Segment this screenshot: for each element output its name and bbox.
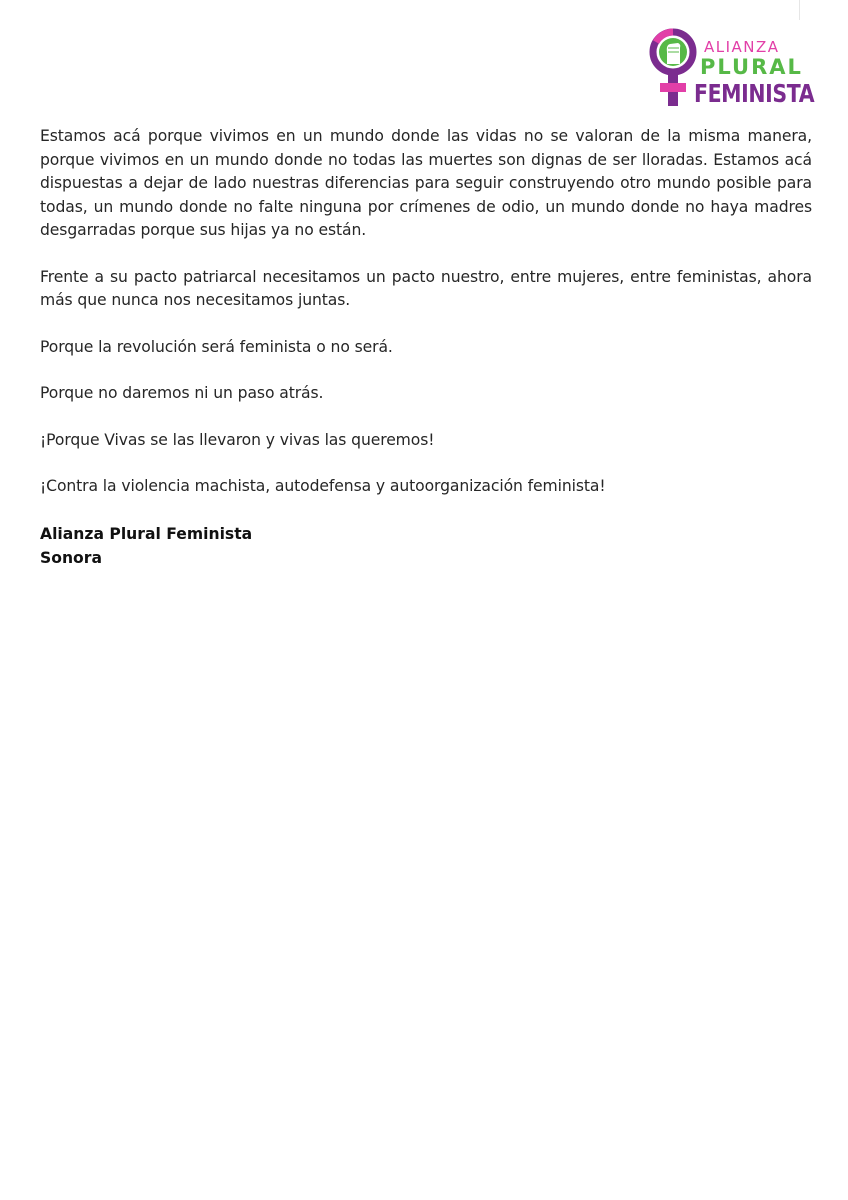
paragraph-1: Estamos acá porque vivimos en un mundo donde las vidas no se valoran de la misma manera, porque vivimos en un mundo donde no todas las muertes son dignas de ser lloradas. Estamos acá dispuestas a dejar de lado nuestras diferencias para seguir construyendo otro mundo posible para todas, un mundo donde no falte ninguna por crímenes de odio, un mundo donde no haya madres desgarradas porque sus hijas ya no están.	[40, 127, 812, 239]
paragraph-2: Frente a su pacto patriarcal necesitamos un pacto nuestro, entre mujeres, entre feministas, ahora más que nunca nos necesitamos juntas.	[40, 267, 812, 309]
signature-location: Sonora	[40, 548, 102, 567]
venus-fist-icon	[648, 28, 700, 108]
logo-text-alianza: ALIANZA	[704, 38, 780, 56]
paragraph-4: Porque no daremos ni un paso atrás.	[40, 384, 324, 402]
letter-body	[40, 125, 812, 570]
paragraph-5: ¡Porque Vivas se las llevaron y vivas las queremos!	[40, 430, 435, 449]
signature-organization: Alianza Plural Feminista	[40, 524, 253, 543]
logo-text-plural: PLURAL	[700, 55, 803, 79]
page-edge-divider	[799, 0, 800, 20]
paragraph-3: Porque la revolución será feminista o no será.	[40, 337, 393, 356]
organization-logo	[648, 28, 815, 112]
logo-text-feminista: FEMINISTA	[694, 79, 815, 108]
paragraph-6: ¡Contra la violencia machista, autodefensa y autoorganización feminista!	[40, 477, 606, 495]
